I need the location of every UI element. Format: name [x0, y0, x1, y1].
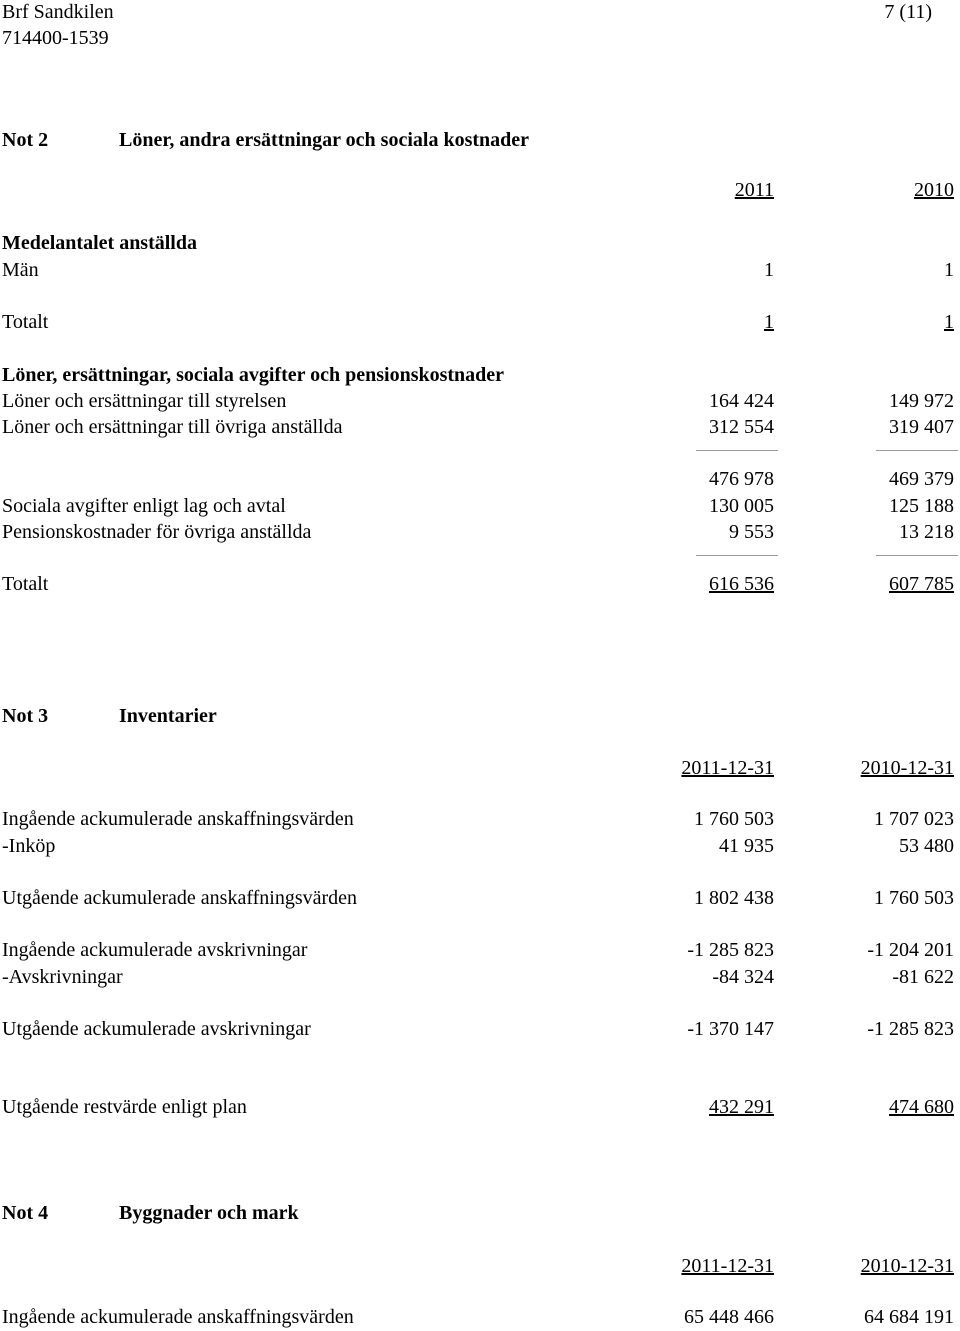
- total-rule-2010: [876, 555, 958, 556]
- in-acq-label: Ingående ackumulerade anskaffningsvärden: [2, 808, 354, 830]
- note-2-year-2011: 2011: [734, 179, 774, 201]
- in-dep-2010: -1 204 201: [867, 939, 954, 961]
- men-2010: 1: [944, 259, 954, 281]
- note-2-year-2010: 2010: [914, 179, 954, 201]
- in-acq-2010: 1 707 023: [874, 808, 954, 830]
- total-2011: 616 536: [709, 573, 774, 595]
- social-2011: 130 005: [709, 495, 774, 517]
- men-label: Män: [2, 259, 39, 281]
- out-acq-2011: 1 802 438: [694, 887, 774, 909]
- note-3-date-2011: 2011-12-31: [681, 757, 774, 779]
- others-2011: 312 554: [709, 416, 774, 438]
- salaries-heading: Löner, ersättningar, sociala avgifter och pensionskostnader: [2, 364, 505, 386]
- others-label: Löner och ersättningar till övriga anställda: [2, 416, 343, 438]
- total-rule-2011: [696, 555, 778, 556]
- men-2011: 1: [764, 259, 774, 281]
- board-2010: 149 972: [889, 390, 954, 412]
- subtotal-rule-2010: [876, 450, 958, 451]
- note-3-title: Inventarier: [119, 705, 217, 727]
- subtotal-2011: 476 978: [709, 468, 774, 490]
- pension-2010: 13 218: [899, 521, 954, 543]
- in-acq-2011: 1 760 503: [694, 808, 774, 830]
- out-acq-2010: 1 760 503: [874, 887, 954, 909]
- subtotal-2010: 469 379: [889, 468, 954, 490]
- note-4-in-acq-2010: 64 684 191: [864, 1306, 954, 1328]
- residual-2011: 432 291: [709, 1096, 774, 1118]
- board-2011: 164 424: [709, 390, 774, 412]
- note-3-date-2010: 2010-12-31: [860, 757, 954, 779]
- out-dep-2011: -1 370 147: [687, 1018, 774, 1040]
- subtotal-rule-2011: [696, 450, 778, 451]
- out-dep-2010: -1 285 823: [867, 1018, 954, 1040]
- in-dep-label: Ingående ackumulerade avskrivningar: [2, 939, 308, 961]
- note-4-number: Not 4: [2, 1202, 49, 1224]
- pension-label: Pensionskostnader för övriga anställda: [2, 521, 312, 543]
- purchase-2011: 41 935: [719, 835, 774, 857]
- note-3-number: Not 3: [2, 705, 49, 727]
- employees-heading: Medelantalet anställda: [2, 232, 197, 254]
- total-employees-label: Totalt: [2, 311, 49, 333]
- pension-2011: 9 553: [729, 521, 774, 543]
- note-4-date-2010: 2010-12-31: [860, 1255, 954, 1277]
- purchase-2010: 53 480: [899, 835, 954, 857]
- note-4-date-2011: 2011-12-31: [681, 1255, 774, 1277]
- total-employees-2010: 1: [944, 311, 954, 333]
- note-4-title: Byggnader och mark: [119, 1202, 299, 1224]
- residual-label: Utgående restvärde enligt plan: [2, 1096, 247, 1118]
- note-4-in-acq-label: Ingående ackumulerade anskaffningsvärden: [2, 1306, 354, 1328]
- social-label: Sociala avgifter enligt lag och avtal: [2, 495, 286, 517]
- dep-2011: -84 324: [712, 966, 774, 988]
- total-label: Totalt: [2, 573, 49, 595]
- dep-2010: -81 622: [892, 966, 954, 988]
- out-acq-label: Utgående ackumulerade anskaffningsvärden: [2, 887, 358, 909]
- residual-2010: 474 680: [889, 1096, 954, 1118]
- total-employees-2011: 1: [764, 311, 774, 333]
- org-number: 714400-1539: [2, 27, 109, 49]
- page-number: 7 (11): [884, 1, 932, 23]
- others-2010: 319 407: [889, 416, 954, 438]
- company-name: Brf Sandkilen: [2, 1, 114, 23]
- total-2010: 607 785: [889, 573, 954, 595]
- board-label: Löner och ersättningar till styrelsen: [2, 390, 287, 412]
- note-2-title: Löner, andra ersättningar och sociala kostnader: [119, 129, 530, 151]
- purchase-label: -Inköp: [2, 835, 56, 857]
- social-2010: 125 188: [889, 495, 954, 517]
- note-4-in-acq-2011: 65 448 466: [684, 1306, 774, 1328]
- in-dep-2011: -1 285 823: [687, 939, 774, 961]
- out-dep-label: Utgående ackumulerade avskrivningar: [2, 1018, 311, 1040]
- note-2-number: Not 2: [2, 129, 49, 151]
- dep-label: -Avskrivningar: [2, 966, 123, 988]
